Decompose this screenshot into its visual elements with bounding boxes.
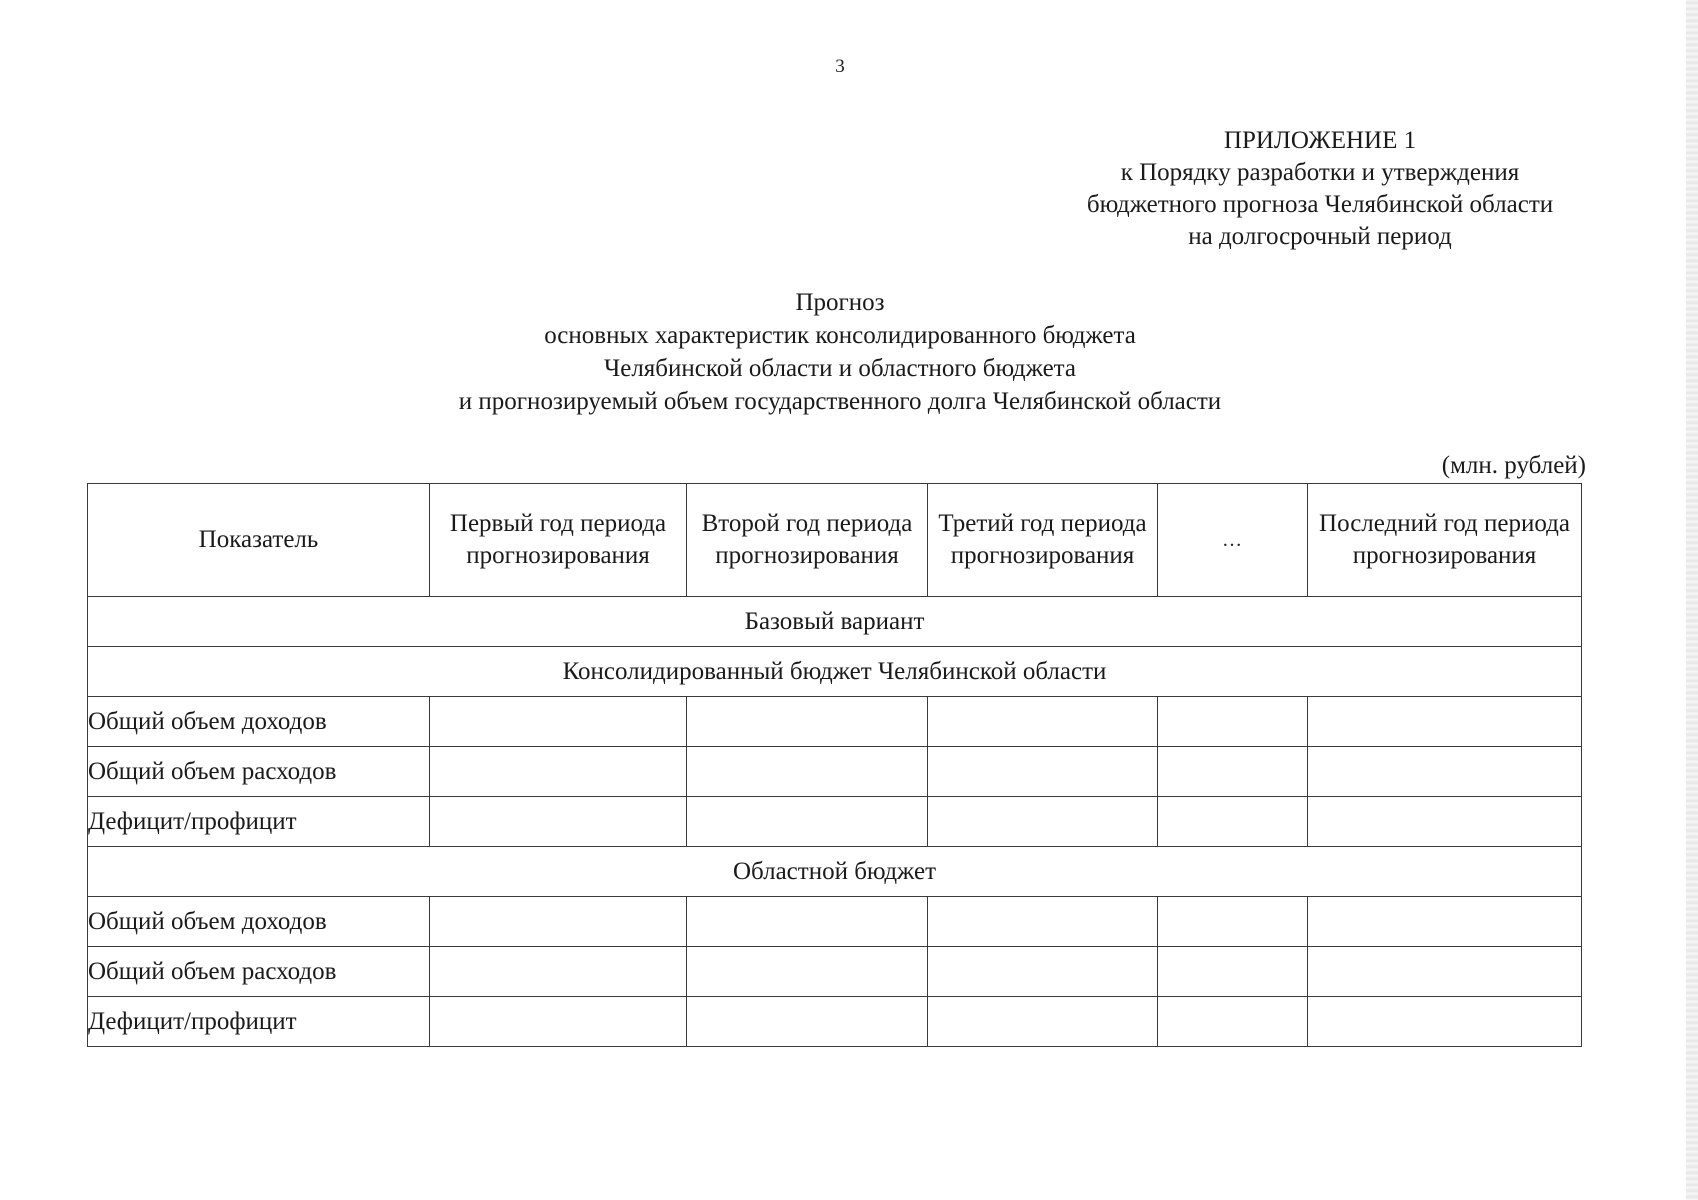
table-header <box>88 484 1582 597</box>
section-row <box>88 597 1582 647</box>
section-title-consolidated-budget: Консолидированный бюджет Челябинской области <box>88 647 1582 697</box>
table-cell <box>687 697 928 747</box>
table-cell <box>687 997 928 1047</box>
table-cell <box>928 797 1158 847</box>
table-cell <box>687 747 928 797</box>
title-line: Челябинской области и областного бюджета <box>603 355 1076 382</box>
table-cell <box>430 697 687 747</box>
table-row <box>88 947 1582 997</box>
table-cell <box>928 697 1158 747</box>
table-cell <box>1158 897 1308 947</box>
table-cell <box>928 897 1158 947</box>
table-row <box>88 797 1582 847</box>
table-cell <box>1308 797 1582 847</box>
units-label: (млн. рублей) <box>1441 452 1586 479</box>
scan-edge-artifact <box>1686 0 1698 1200</box>
page-number: 3 <box>835 56 845 77</box>
header-ellipsis: … <box>1158 484 1308 597</box>
table-cell <box>1308 897 1582 947</box>
table-cell <box>687 947 928 997</box>
table-row <box>88 997 1582 1047</box>
row-label: Общий объем доходов <box>88 697 430 747</box>
table-cell <box>1158 747 1308 797</box>
header-year-3: Третий год периода прогнозирования <box>928 484 1158 597</box>
header-row <box>88 484 1582 597</box>
appendix-line: на долгосрочный период <box>1188 223 1452 250</box>
table-row <box>88 897 1582 947</box>
header-indicator: Показатель <box>88 484 430 597</box>
table-row <box>88 747 1582 797</box>
table-cell <box>430 997 687 1047</box>
table-body <box>88 597 1582 1047</box>
header-last-year: Последний год периода прогнозирования <box>1308 484 1582 597</box>
section-row <box>88 847 1582 897</box>
title-line: и прогнозируемый объем государственного долга Челябинской области <box>458 388 1222 415</box>
row-label: Общий объем расходов <box>88 747 430 797</box>
appendix-line: бюджетного прогноза Челябинской области <box>1086 191 1554 218</box>
appendix-line: к Порядку разработки и утверждения <box>1120 159 1520 186</box>
forecast-table <box>87 483 1582 1047</box>
table-cell <box>1158 947 1308 997</box>
table-cell <box>1158 697 1308 747</box>
row-label: Общий объем доходов <box>88 897 430 947</box>
table-cell <box>1308 997 1582 1047</box>
table-cell <box>928 947 1158 997</box>
appendix-heading <box>1000 125 1640 253</box>
table-cell <box>1308 747 1582 797</box>
row-label: Дефицит/профицит <box>88 997 430 1047</box>
table-cell <box>687 897 928 947</box>
table-cell <box>430 947 687 997</box>
row-label: Общий объем расходов <box>88 947 430 997</box>
document-title <box>300 286 1380 418</box>
section-title-base-variant: Базовый вариант <box>88 597 1582 647</box>
table-cell <box>1308 947 1582 997</box>
section-row <box>88 647 1582 697</box>
table-cell <box>430 897 687 947</box>
title-line: основных характеристик консолидированного бюджета <box>544 322 1136 349</box>
table-cell <box>1158 797 1308 847</box>
table-cell <box>928 997 1158 1047</box>
table-cell <box>430 797 687 847</box>
header-year-1: Первый год периода прогнозирования <box>430 484 687 597</box>
title-line: Прогноз <box>795 289 885 316</box>
section-title-regional-budget: Областной бюджет <box>88 847 1582 897</box>
table-cell <box>1158 997 1308 1047</box>
table-cell <box>1308 697 1582 747</box>
row-label: Дефицит/профицит <box>88 797 430 847</box>
table-cell <box>928 747 1158 797</box>
table-cell <box>430 747 687 797</box>
table-cell <box>687 797 928 847</box>
header-year-2: Второй год периода прогнозирования <box>687 484 928 597</box>
table-row <box>88 697 1582 747</box>
appendix-label: ПРИЛОЖЕНИЕ 1 <box>1223 127 1417 154</box>
